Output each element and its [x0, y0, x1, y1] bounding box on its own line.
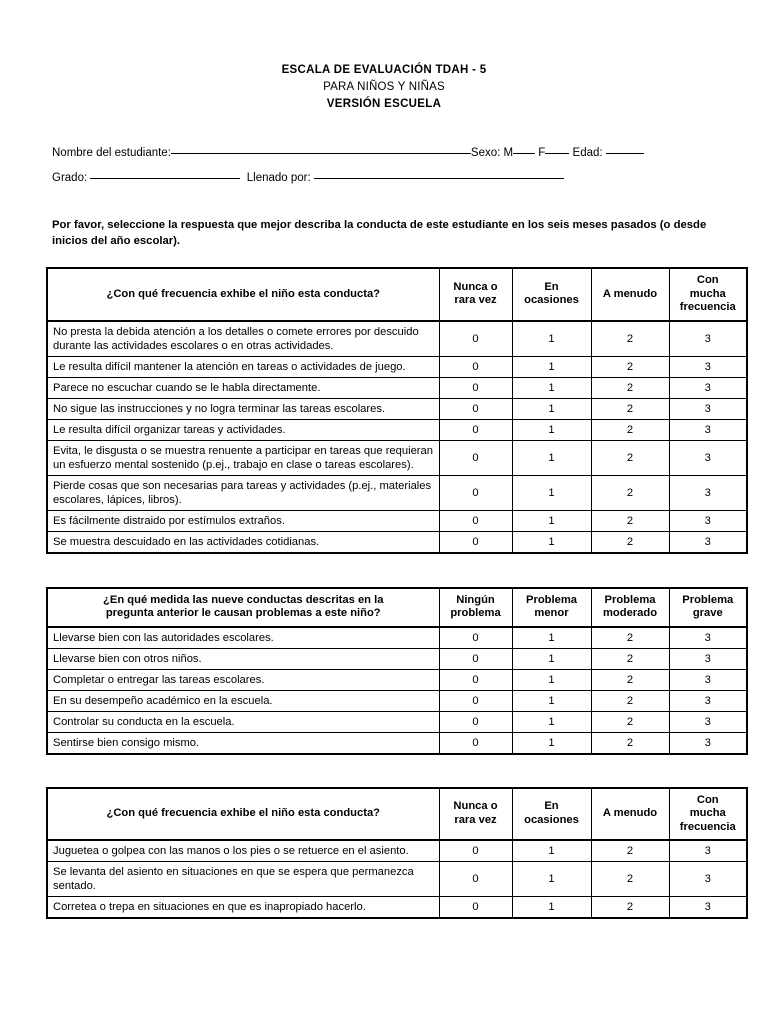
item-text: Se muestra descuidado en las actividades cotidianas. — [47, 531, 439, 553]
rating-option-3[interactable]: 3 — [669, 398, 747, 419]
scale-header-line: Problema — [682, 593, 734, 606]
scale-header-line: mucha — [689, 807, 726, 819]
scale-header-line: grave — [692, 607, 723, 619]
item-text: Llevarse bien con otros niños. — [47, 648, 439, 669]
sex-female-input[interactable] — [545, 143, 569, 154]
rating-option-3[interactable]: 3 — [669, 440, 747, 475]
item-text: Controlar su conducta en la escuela. — [47, 711, 439, 732]
rating-option-0[interactable]: 0 — [439, 690, 512, 711]
document-title-block — [0, 0, 768, 113]
grade-label: Grado: — [52, 172, 88, 184]
scale-header-line: A menudo — [602, 287, 658, 300]
rating-option-1[interactable]: 1 — [512, 711, 591, 732]
rating-option-2[interactable]: 2 — [591, 648, 669, 669]
scale-header-line: mucha — [689, 287, 726, 300]
scale-header-line: Nunca o — [453, 800, 498, 813]
table-row — [47, 690, 747, 711]
scale-header-line: ocasiones — [524, 813, 579, 826]
scale-header-line: Problema — [604, 593, 656, 606]
column-header-scale-2 — [591, 588, 669, 627]
scale-header-line: rara vez — [454, 294, 497, 307]
column-header-scale-0 — [439, 268, 512, 321]
scale-header-line: Ningún — [456, 593, 495, 606]
identification-fields — [0, 141, 768, 191]
age-input[interactable] — [606, 143, 644, 154]
rating-option-0[interactable]: 0 — [439, 862, 512, 897]
item-text: Juguetea o golpea con las manos o los pies o se retuerce en el asiento. — [47, 840, 439, 862]
rating-option-3[interactable]: 3 — [669, 897, 747, 919]
scale-header-line: Problema — [526, 593, 577, 606]
table-row — [47, 862, 747, 897]
item-text: Evita, le disgusta o se muestra renuente a participar en tareas que requieran un esfuerzo mental sostenido (p.ej., trabajo en clase o tareas escolares). — [47, 440, 439, 475]
page-subtitle: PARA NIÑOS Y NIÑAS — [323, 81, 445, 93]
rating-option-0[interactable]: 0 — [439, 377, 512, 398]
scale-header-line: Con — [696, 793, 719, 806]
rating-option-2[interactable]: 2 — [591, 510, 669, 531]
rating-option-2[interactable]: 2 — [591, 711, 669, 732]
table-3-body — [47, 840, 747, 918]
scale-header-line: menor — [534, 607, 569, 619]
item-text: No presta la debida atención a los detalles o comete errores por descuido durante las actividades escolares o en otras actividades. — [47, 321, 439, 357]
rating-option-3[interactable]: 3 — [669, 840, 747, 862]
table-row — [47, 475, 747, 510]
rating-option-2[interactable]: 2 — [591, 440, 669, 475]
rating-option-2[interactable]: 2 — [591, 419, 669, 440]
rating-option-3[interactable]: 3 — [669, 510, 747, 531]
rating-option-3[interactable]: 3 — [669, 732, 747, 754]
rating-option-2[interactable]: 2 — [591, 840, 669, 862]
rating-option-0[interactable]: 0 — [439, 321, 512, 357]
table-2-body — [47, 627, 747, 754]
scale-header-line: Con — [696, 274, 719, 286]
rating-option-1[interactable]: 1 — [512, 897, 591, 919]
question-header-line: pregunta anterior le causan problemas a este niño? — [105, 607, 381, 619]
column-header-question: ¿Con qué frecuencia exhibe el niño esta conducta? — [47, 788, 439, 841]
column-header-scale-3 — [669, 588, 747, 627]
item-text: Sentirse bien consigo mismo. — [47, 732, 439, 754]
impairment-table — [46, 587, 748, 755]
item-text: Parece no escuchar cuando se le habla directamente. — [47, 377, 439, 398]
rating-option-3[interactable]: 3 — [669, 531, 747, 553]
rating-option-0[interactable]: 0 — [439, 475, 512, 510]
rating-option-0[interactable]: 0 — [439, 897, 512, 919]
rating-option-1[interactable]: 1 — [512, 627, 591, 649]
column-header-scale-3 — [669, 268, 747, 321]
table-spacer — [0, 755, 768, 787]
table-1-wrapper — [0, 267, 768, 554]
table-spacer — [0, 554, 768, 587]
rating-option-2[interactable]: 2 — [591, 897, 669, 919]
sex-male-label: Sexo: M — [470, 147, 514, 159]
rating-option-1[interactable]: 1 — [512, 356, 591, 377]
rating-option-1[interactable]: 1 — [512, 690, 591, 711]
rating-option-1[interactable]: 1 — [512, 440, 591, 475]
table-row — [47, 840, 747, 862]
rating-option-0[interactable]: 0 — [439, 669, 512, 690]
item-text: Se levanta del asiento en situaciones en que se espera que permanezca sentado. — [47, 862, 439, 897]
frequency-hyperactivity-table — [46, 787, 748, 920]
rating-option-1[interactable]: 1 — [512, 648, 591, 669]
rating-option-1[interactable]: 1 — [512, 840, 591, 862]
student-info-row — [52, 141, 746, 166]
scale-header-line: En — [544, 280, 559, 293]
table-1-header — [47, 268, 747, 321]
scale-header-line: A menudo — [602, 807, 658, 819]
item-text: En su desempeño académico en la escuela. — [47, 690, 439, 711]
rating-option-0[interactable]: 0 — [439, 648, 512, 669]
rating-option-2[interactable]: 2 — [591, 398, 669, 419]
scale-header-line: frecuencia — [679, 301, 736, 313]
item-text: Es fácilmente distraido por estímulos extraños. — [47, 510, 439, 531]
rating-option-1[interactable]: 1 — [512, 510, 591, 531]
rating-option-2[interactable]: 2 — [591, 377, 669, 398]
rating-option-2[interactable]: 2 — [591, 321, 669, 357]
rating-option-3[interactable]: 3 — [669, 321, 747, 357]
table-row — [47, 419, 747, 440]
table-row — [47, 377, 747, 398]
scale-header-line: moderado — [602, 607, 658, 619]
rating-option-0[interactable]: 0 — [439, 419, 512, 440]
table-1-body — [47, 321, 747, 553]
rating-option-3[interactable]: 3 — [669, 475, 747, 510]
frequency-inattention-table — [46, 267, 748, 554]
rating-option-0[interactable]: 0 — [439, 711, 512, 732]
column-header-question: ¿Con qué frecuencia exhibe el niño esta conducta? — [47, 268, 439, 321]
rating-option-1[interactable]: 1 — [512, 419, 591, 440]
rating-option-2[interactable]: 2 — [591, 862, 669, 897]
table-row — [47, 440, 747, 475]
rating-option-2[interactable]: 2 — [591, 531, 669, 553]
rating-option-3[interactable]: 3 — [669, 690, 747, 711]
rating-option-1[interactable]: 1 — [512, 669, 591, 690]
rating-option-1[interactable]: 1 — [512, 531, 591, 553]
rating-option-3[interactable]: 3 — [669, 627, 747, 649]
rating-option-3[interactable]: 3 — [669, 419, 747, 440]
filled-by-label: Llenado por: — [246, 172, 311, 184]
scale-header-line: frecuencia — [679, 820, 736, 833]
scale-header-line: problema — [450, 607, 501, 619]
item-text: Le resulta difícil mantener la atención en tareas o actividades de juego. — [47, 356, 439, 377]
question-header-line: ¿En qué medida las nueve conductas descritas en la — [103, 593, 384, 606]
scale-header-line: Nunca o — [453, 280, 498, 293]
grade-info-row — [52, 166, 746, 191]
page-version-label: VERSIÓN ESCUELA — [326, 98, 442, 110]
table-row — [47, 711, 747, 732]
rating-option-3[interactable]: 3 — [669, 377, 747, 398]
age-label: Edad: — [572, 147, 603, 159]
table-row — [47, 321, 747, 357]
rating-option-0[interactable]: 0 — [439, 510, 512, 531]
scale-header-line: rara vez — [454, 813, 497, 826]
rating-option-3[interactable]: 3 — [669, 669, 747, 690]
column-header-scale-1 — [512, 788, 591, 841]
rating-option-0[interactable]: 0 — [439, 627, 512, 649]
rating-option-1[interactable]: 1 — [512, 862, 591, 897]
scale-header-line: ocasiones — [524, 294, 579, 307]
rating-option-2[interactable]: 2 — [591, 475, 669, 510]
column-header-question — [47, 588, 439, 627]
table-3-header — [47, 788, 747, 841]
column-header-scale-1 — [512, 268, 591, 321]
item-text: Corretea o trepa en situaciones en que es inapropiado hacerlo. — [47, 897, 439, 919]
rating-option-0[interactable]: 0 — [439, 356, 512, 377]
table-row — [47, 648, 747, 669]
rating-option-1[interactable]: 1 — [512, 475, 591, 510]
rating-option-1[interactable]: 1 — [512, 732, 591, 754]
column-header-scale-0 — [439, 788, 512, 841]
column-header-scale-2 — [591, 268, 669, 321]
student-name-label: Nombre del estudiante: — [52, 147, 171, 159]
column-header-scale-0 — [439, 588, 512, 627]
scale-header-line: En — [544, 800, 559, 813]
rating-option-3[interactable]: 3 — [669, 356, 747, 377]
filled-by-input[interactable] — [314, 168, 564, 179]
table-row — [47, 510, 747, 531]
table-header-row — [47, 788, 747, 841]
rating-option-2[interactable]: 2 — [591, 732, 669, 754]
rating-option-3[interactable]: 3 — [669, 648, 747, 669]
table-row — [47, 897, 747, 919]
sex-male-input[interactable] — [513, 143, 535, 154]
grade-input[interactable] — [90, 168, 240, 179]
rating-option-0[interactable]: 0 — [439, 531, 512, 553]
item-text: No sigue las instrucciones y no logra terminar las tareas escolares. — [47, 398, 439, 419]
column-header-scale-2 — [591, 788, 669, 841]
rating-option-1[interactable]: 1 — [512, 398, 591, 419]
item-text: Le resulta difícil organizar tareas y actividades. — [47, 419, 439, 440]
sex-female-label: F — [538, 147, 546, 159]
table-header-row — [47, 268, 747, 321]
table-row — [47, 356, 747, 377]
rating-option-0[interactable]: 0 — [439, 840, 512, 862]
column-header-scale-1 — [512, 588, 591, 627]
rating-option-2[interactable]: 2 — [591, 356, 669, 377]
table-row — [47, 531, 747, 553]
item-text: Llevarse bien con las autoridades escolares. — [47, 627, 439, 649]
instructions-text: Por favor, seleccione la respuesta que mejor describa la conducta de este estudiante en los seis meses pasados (o desde inicios del año escolar). — [52, 219, 707, 247]
rating-option-0[interactable]: 0 — [439, 398, 512, 419]
rating-option-2[interactable]: 2 — [591, 669, 669, 690]
student-name-input[interactable] — [171, 143, 471, 154]
table-header-row — [47, 588, 747, 627]
table-row — [47, 627, 747, 649]
item-text: Completar o entregar las tareas escolares. — [47, 669, 439, 690]
rating-option-0[interactable]: 0 — [439, 732, 512, 754]
table-2-header — [47, 588, 747, 627]
rating-option-1[interactable]: 1 — [512, 321, 591, 357]
column-header-scale-3 — [669, 788, 747, 841]
page-title: ESCALA DE EVALUACIÓN TDAH - 5 — [281, 64, 487, 76]
table-row — [47, 398, 747, 419]
table-row — [47, 732, 747, 754]
rating-option-2[interactable]: 2 — [591, 627, 669, 649]
item-text: Pierde cosas que son necesarias para tareas y actividades (p.ej., materiales escolares, lápices, libros). — [47, 475, 439, 510]
rating-option-1[interactable]: 1 — [512, 377, 591, 398]
rating-option-3[interactable]: 3 — [669, 862, 747, 897]
table-row — [47, 669, 747, 690]
rating-option-2[interactable]: 2 — [591, 690, 669, 711]
rating-option-3[interactable]: 3 — [669, 711, 747, 732]
rating-option-0[interactable]: 0 — [439, 440, 512, 475]
